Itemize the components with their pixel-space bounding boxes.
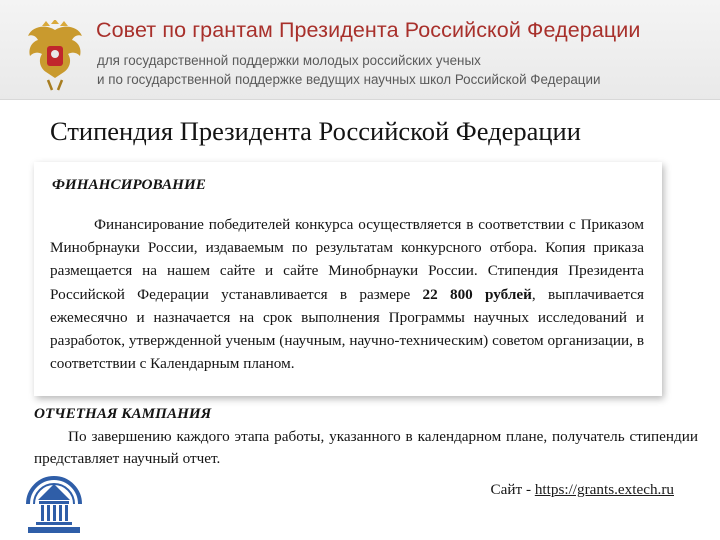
- reporting-text: По завершению каждого этапа работы, указанного в календарном плане, получатель стипендии представляет научный отчет.: [34, 428, 698, 467]
- russian-coat-of-arms-icon: [24, 20, 86, 92]
- council-subtitle-line1: для государственной поддержки молодых российских ученых: [97, 53, 481, 68]
- financing-heading: ФИНАНСИРОВАНИЕ: [52, 176, 206, 193]
- reporting-heading: ОТЧЕТНАЯ КАМПАНИЯ: [34, 405, 212, 422]
- university-building-logo-icon: [22, 470, 86, 534]
- financing-paragraph: [50, 213, 644, 375]
- reporting-paragraph: [34, 426, 698, 470]
- slide-title: Стипендия Президента Российской Федерации: [50, 116, 581, 146]
- council-title: Совет по грантам Президента Российской Федерации: [96, 18, 641, 42]
- stipend-amount: 22 800 рублей: [422, 285, 532, 303]
- site-line: [491, 481, 674, 499]
- site-label: Сайт -: [490, 481, 535, 498]
- financing-text-after: , выплачивается ежемесячно и назначается на срок выполнения Программы научных исследований и разработок, утвержденной ученым (научным, научно-техническим) советом организации, в соответствии с Календарным планом.: [50, 285, 644, 373]
- financing-text-before: Финансирование победителей конкурса осуществляется в соответствии с Приказом Минобрнауки России, издаваемым по результатам конкурсного отбора. Копия приказа размещается на нашем сайте и сайте Минобрнауки России. Стипендия Президента Российской Федерации устанавливается в размере: [50, 216, 644, 303]
- council-subtitle-line2: и по государственной поддержке ведущих научных школ Российской Федерации: [97, 72, 601, 87]
- header-banner: [0, 0, 720, 100]
- site-link[interactable]: https://grants.extech.ru: [534, 481, 674, 498]
